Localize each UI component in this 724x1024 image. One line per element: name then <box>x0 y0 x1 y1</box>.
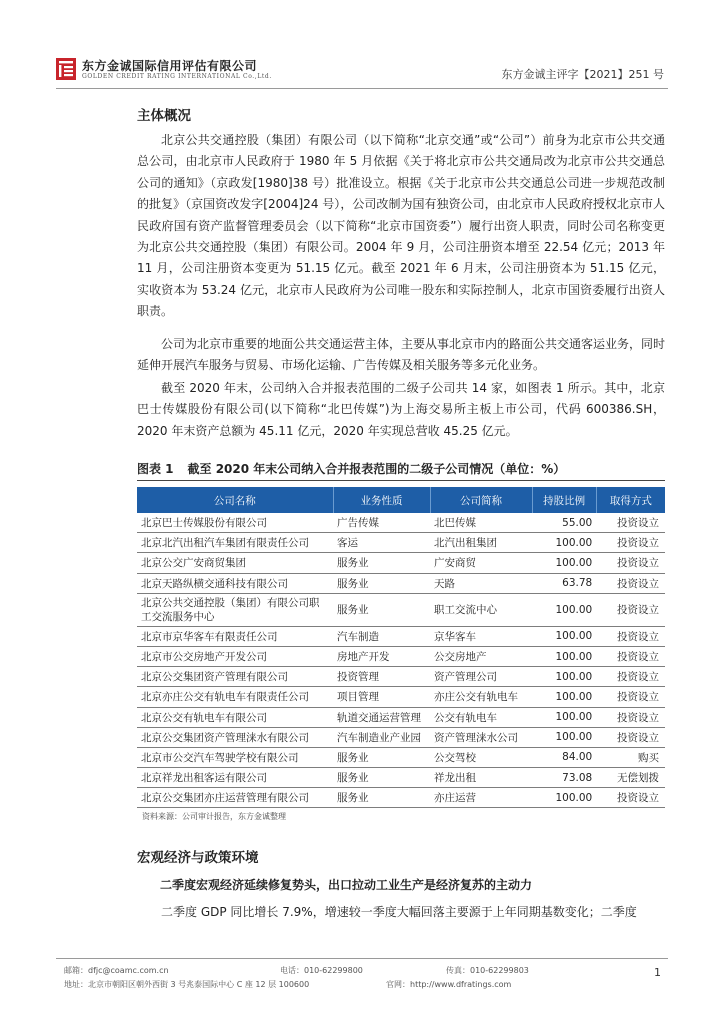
acquisition-method-cell: 购买 <box>596 747 665 767</box>
table-title <box>137 460 665 477</box>
table-row <box>137 593 665 626</box>
paragraph-overview-business: 公司为北京市重要的地面公共交通运营主体，主要从事北京市内的路面公共交通客运业务，同时延伸开展汽车服务与贸易、市场化运输、广告传媒及相关服务等多元化业务。 <box>137 337 666 373</box>
short-name-cell: 公交驾校 <box>430 747 532 767</box>
section-title-macro: 宏观经济与政策环境 <box>137 850 259 866</box>
table-caption: 截至 2020 年末公司纳入合并报表范围的二级子公司情况（单位：%） <box>187 462 566 476</box>
holding-ratio-cell: 100.00 <box>532 788 596 808</box>
holding-ratio-cell: 84.00 <box>532 747 596 767</box>
company-name-cell: 北京公交广安商贸集团 <box>137 553 333 573</box>
table-row <box>137 573 665 593</box>
footer-email: 邮箱：dfjc@coamc.com.cn <box>64 966 169 975</box>
company-name-cell: 北京公交集团资产管理涞水有限公司 <box>137 727 333 747</box>
table-row <box>137 707 665 727</box>
table-row <box>137 667 665 687</box>
business-nature-cell: 服务业 <box>333 768 430 788</box>
table-row <box>137 626 665 646</box>
business-nature-cell: 投资管理 <box>333 667 430 687</box>
holding-ratio-cell: 55.00 <box>532 513 596 533</box>
short-name-cell: 天路 <box>430 573 532 593</box>
page-header <box>56 54 668 88</box>
acquisition-method-cell: 投资设立 <box>596 646 665 666</box>
holding-ratio-cell: 100.00 <box>532 626 596 646</box>
table-row <box>137 687 665 707</box>
footer-fax: 传真：010-62299803 <box>446 966 529 975</box>
short-name-cell: 京华客车 <box>430 626 532 646</box>
report-number: 东方金诚主评字【2021】251 号 <box>501 68 664 81</box>
short-name-cell: 祥龙出租 <box>430 768 532 788</box>
acquisition-method-cell: 投资设立 <box>596 707 665 727</box>
col-header-company-name: 公司名称 <box>137 487 333 513</box>
footer-address: 地址：北京市朝阳区朝外西街 3 号兆泰国际中心 C 座 12 层 100600 <box>64 980 310 989</box>
holding-ratio-cell: 100.00 <box>532 553 596 573</box>
table-row <box>137 727 665 747</box>
short-name-cell: 亦庄运营 <box>430 788 532 808</box>
acquisition-method-cell: 投资设立 <box>596 626 665 646</box>
business-nature-cell: 服务业 <box>333 573 430 593</box>
acquisition-method-cell: 投资设立 <box>596 687 665 707</box>
business-nature-cell: 汽车制造业产业园 <box>333 727 430 747</box>
short-name-cell: 资产管理涞水公司 <box>430 727 532 747</box>
holding-ratio-cell: 100.00 <box>532 707 596 727</box>
acquisition-method-cell: 投资设立 <box>596 727 665 747</box>
company-name-cell: 北京市京华客车有限责任公司 <box>137 626 333 646</box>
footer-phone: 电话：010-62299800 <box>280 966 363 975</box>
business-nature-cell: 轨道交通运营管理 <box>333 707 430 727</box>
acquisition-method-cell: 投资设立 <box>596 667 665 687</box>
company-name-cell: 北京市公交房地产开发公司 <box>137 646 333 666</box>
short-name-cell: 职工交流中心 <box>430 593 532 626</box>
short-name-cell: 公交有轨电车 <box>430 707 532 727</box>
table-row <box>137 768 665 788</box>
business-nature-cell: 服务业 <box>333 747 430 767</box>
table-label: 图表 1 <box>137 462 174 476</box>
acquisition-method-cell: 投资设立 <box>596 573 665 593</box>
company-name-en: GOLDEN CREDIT RATING INTERNATIONAL Co.,Ltd. <box>82 73 272 80</box>
table-body <box>137 513 665 808</box>
holding-ratio-cell: 100.00 <box>532 687 596 707</box>
holding-ratio-cell: 63.78 <box>532 573 596 593</box>
table-row <box>137 747 665 767</box>
company-name-cell: 北京公交集团资产管理有限公司 <box>137 667 333 687</box>
paragraph-overview-subsidiaries: 截至 2020 年末，公司纳入合并报表范围的二级子公司共 14 家，如图表 1 所示。其中，北京巴士传媒股份有限公司(以下简称“北巴传媒”)为上海交易所主板上市公司，代码 600386.SH，2020 年末资产总额为 45.11 亿元，2020 年实现总营收 45.25 亿元。 <box>137 381 665 438</box>
business-nature-cell: 广告传媒 <box>333 513 430 533</box>
company-name-cell: 北京巴士传媒股份有限公司 <box>137 513 333 533</box>
company-name-cell: 北京公交有轨电车有限公司 <box>137 707 333 727</box>
company-name-cell: 北京公交集团亦庄运营管理有限公司 <box>137 788 333 808</box>
company-logo-icon <box>56 58 76 80</box>
table-row <box>137 553 665 573</box>
col-header-business-nature: 业务性质 <box>333 487 430 513</box>
business-nature-cell: 房地产开发 <box>333 646 430 666</box>
business-nature-cell: 服务业 <box>333 553 430 573</box>
short-name-cell: 北巴传媒 <box>430 513 532 533</box>
holding-ratio-cell: 100.00 <box>532 593 596 626</box>
subsidiaries-table <box>137 487 665 808</box>
company-name-cell: 北京公共交通控股（集团）有限公司职工交流服务中心 <box>137 593 333 626</box>
table-row <box>137 533 665 553</box>
table-source-note: 资料来源：公司审计报告，东方金诚整理 <box>142 812 286 821</box>
paragraph-macro-gdp: 二季度 GDP 同比增长 7.9%，增速较一季度大幅回落主要源于上年同期基数变化；二季度 <box>161 905 637 919</box>
table-row <box>137 788 665 808</box>
short-name-cell: 亦庄公交有轨电车 <box>430 687 532 707</box>
page-number: 1 <box>654 966 661 979</box>
footer-divider <box>56 958 668 959</box>
macro-subheading: 二季度宏观经济延续修复势头，出口拉动工业生产是经济复苏的主动力 <box>160 878 533 892</box>
holding-ratio-cell: 100.00 <box>532 533 596 553</box>
holding-ratio-cell: 100.00 <box>532 646 596 666</box>
table-header-row <box>137 487 665 513</box>
holding-ratio-cell: 100.00 <box>532 727 596 747</box>
acquisition-method-cell: 投资设立 <box>596 533 665 553</box>
holding-ratio-cell: 100.00 <box>532 667 596 687</box>
acquisition-method-cell: 投资设立 <box>596 553 665 573</box>
header-divider <box>56 88 668 89</box>
company-name-cell: 北京天路纵横交通科技有限公司 <box>137 573 333 593</box>
company-name-cell: 北京亦庄公交有轨电车有限责任公司 <box>137 687 333 707</box>
company-name-cell: 北京市公交汽车驾驶学校有限公司 <box>137 747 333 767</box>
table-row <box>137 646 665 666</box>
company-name-cell: 北京北汽出租汽车集团有限责任公司 <box>137 533 333 553</box>
table-title-rule <box>137 480 665 481</box>
col-header-short-name: 公司简称 <box>430 487 532 513</box>
company-name-cn: 东方金诚国际信用评估有限公司 <box>82 59 258 73</box>
col-header-acquisition-method: 取得方式 <box>596 487 665 513</box>
paragraph-overview-history: 北京公共交通控股（集团）有限公司（以下简称“北京交通”或“公司”）前身为北京市公共交通总公司，由北京市人民政府于 1980 年 5 月依据《关于将北京市公共交通局改为北京市公共交通总公司的通知》（京政发[1980]38 号）批准设立。根据《关于北京市公共交通总公司进一步规范改制的批复》（京国资改发字[2004]24 号），公司改制为国有独资公司，由北京市人民政府授权北京市人民政府国有资产监督管理委员会（以下简称“北京市国资委”）履行出资人职责，同时公司名称变更为北京公共交通控股（集团）有限公司。2004 年 9 月，公司注册资本增至 22.54 亿元；2013 年 11 月，公司注册资本变更为 51.15 亿元。截至 2021 年 6 月末，公司注册资本为 51.15 亿元，实收资本为 53.24 亿元，北京市人民政府为公司唯一股东和实际控制人，北京市国资委履行出资人职责。 <box>137 133 665 319</box>
short-name-cell: 公交房地产 <box>430 646 532 666</box>
company-name-cell: 北京祥龙出租客运有限公司 <box>137 768 333 788</box>
business-nature-cell: 汽车制造 <box>333 626 430 646</box>
acquisition-method-cell: 投资设立 <box>596 513 665 533</box>
acquisition-method-cell: 无偿划拨 <box>596 768 665 788</box>
short-name-cell: 广安商贸 <box>430 553 532 573</box>
footer-website[interactable]: 官网：http://www.dfratings.com <box>386 980 512 989</box>
section-title-overview: 主体概况 <box>137 108 191 124</box>
col-header-holding-ratio: 持股比例 <box>532 487 596 513</box>
short-name-cell: 北汽出租集团 <box>430 533 532 553</box>
acquisition-method-cell: 投资设立 <box>596 788 665 808</box>
business-nature-cell: 服务业 <box>333 593 430 626</box>
business-nature-cell: 项目管理 <box>333 687 430 707</box>
table-row <box>137 513 665 533</box>
holding-ratio-cell: 73.08 <box>532 768 596 788</box>
acquisition-method-cell: 投资设立 <box>596 593 665 626</box>
business-nature-cell: 客运 <box>333 533 430 553</box>
business-nature-cell: 服务业 <box>333 788 430 808</box>
short-name-cell: 资产管理公司 <box>430 667 532 687</box>
